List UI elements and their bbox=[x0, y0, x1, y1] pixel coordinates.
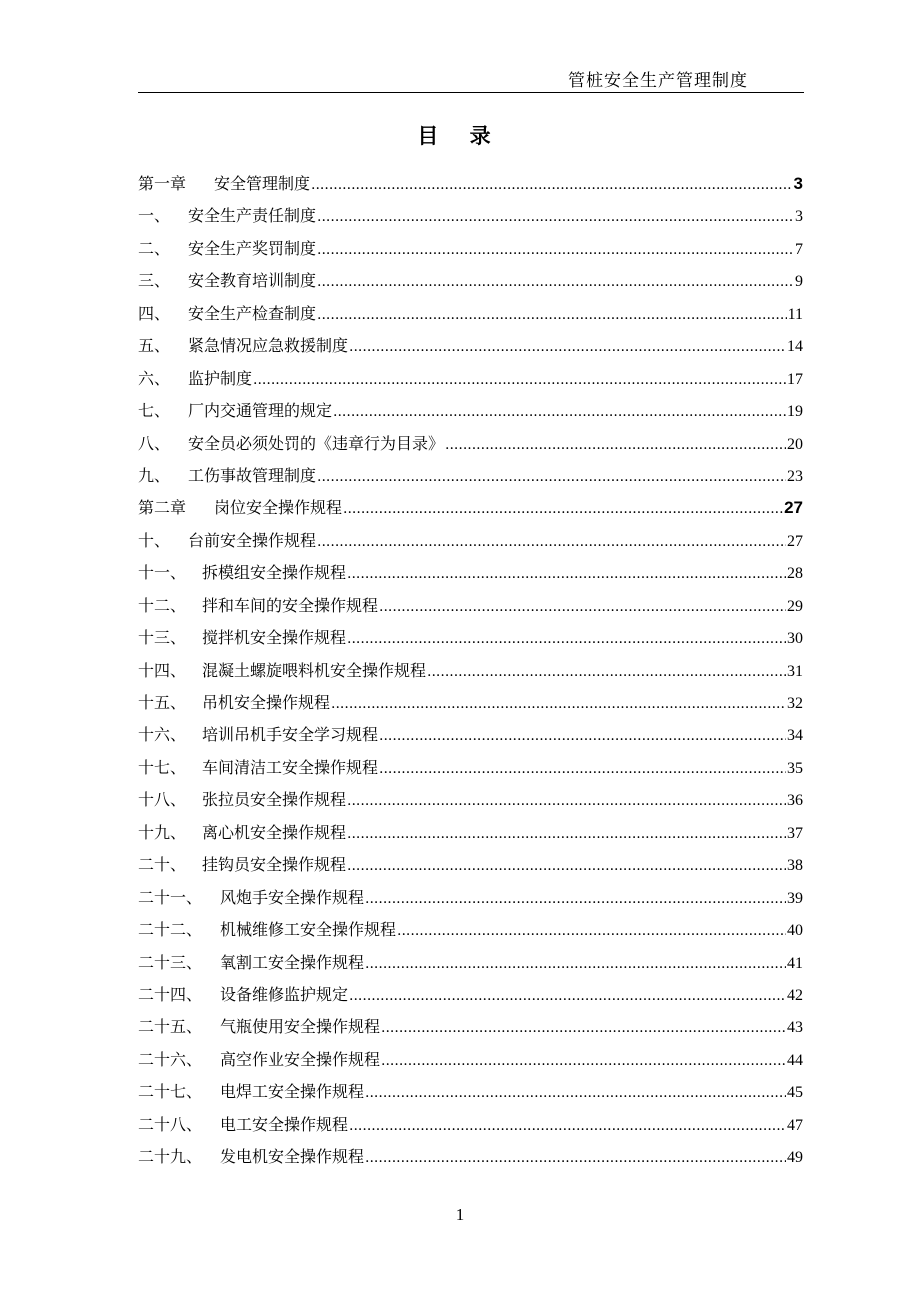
toc-leader-dots bbox=[343, 492, 783, 525]
toc-entry[interactable] bbox=[138, 265, 803, 297]
toc-entry-page: 37 bbox=[787, 824, 803, 842]
toc-entry-title: 拌和车间的安全操作规程 bbox=[202, 595, 379, 615]
toc-entry[interactable] bbox=[138, 330, 803, 362]
toc-entry-page: 14 bbox=[787, 338, 803, 356]
toc-entry-title: 安全管理制度 bbox=[214, 174, 311, 193]
toc-leader-dots bbox=[347, 622, 786, 655]
toc-entry-page: 38 bbox=[787, 857, 803, 875]
toc-leader-dots bbox=[379, 752, 786, 785]
toc-leader-dots bbox=[253, 363, 786, 396]
toc-entry-page: 47 bbox=[787, 1116, 803, 1134]
toc-leader-dots bbox=[317, 460, 786, 493]
toc-entry-page: 3 bbox=[793, 174, 803, 193]
toc-entry-number: 二十七、 bbox=[138, 1082, 203, 1102]
toc-entry-number: 二十九、 bbox=[138, 1147, 203, 1167]
toc-entry[interactable] bbox=[138, 979, 803, 1011]
toc-entry-title: 电工安全操作规程 bbox=[220, 1114, 349, 1134]
toc-entry-page: 27 bbox=[787, 532, 803, 550]
toc-entry-number: 十、 bbox=[138, 530, 171, 550]
toc-entry-number: 三、 bbox=[138, 271, 171, 291]
toc-leader-dots bbox=[349, 979, 786, 1012]
header-title: 管桩安全生产管理制度 bbox=[568, 71, 748, 91]
toc-leader-dots bbox=[365, 882, 786, 915]
toc-leader-dots bbox=[365, 947, 786, 980]
toc-entry-title: 岗位安全操作规程 bbox=[214, 498, 343, 518]
toc-entry-title: 吊机安全操作规程 bbox=[202, 693, 331, 712]
toc-entry[interactable] bbox=[138, 428, 803, 460]
toc-entry-title: 风炮手安全操作规程 bbox=[220, 887, 365, 907]
toc-entry-number: 二十、 bbox=[138, 855, 187, 875]
toc-entry-page: 30 bbox=[787, 630, 803, 648]
toc-entry-page: 41 bbox=[787, 954, 803, 972]
toc-entry-number: 九、 bbox=[138, 465, 171, 485]
toc-entry-page: 44 bbox=[787, 1051, 803, 1069]
toc-entry[interactable] bbox=[138, 947, 803, 979]
toc-entry-title: 拆模组安全操作规程 bbox=[202, 563, 347, 583]
toc-entry-number: 二十一、 bbox=[138, 887, 203, 907]
toc-entry[interactable] bbox=[138, 1011, 803, 1043]
toc-entry-title: 离心机安全操作规程 bbox=[202, 822, 347, 842]
toc-entry-title: 张拉员安全操作规程 bbox=[202, 790, 347, 810]
toc-leader-dots bbox=[331, 687, 786, 720]
toc-entry[interactable] bbox=[138, 590, 803, 622]
toc-entry-page: 27 bbox=[784, 498, 803, 518]
toc-leader-dots bbox=[347, 817, 786, 850]
toc-entry-page: 36 bbox=[787, 792, 803, 810]
toc-entry-number: 七、 bbox=[138, 401, 171, 421]
toc-chapter-entry[interactable] bbox=[138, 168, 803, 200]
toc-entry[interactable] bbox=[138, 363, 803, 395]
toc-entry-title: 安全生产检查制度 bbox=[188, 303, 317, 323]
toc-entry-page: 23 bbox=[787, 467, 803, 485]
toc-entry-number: 二十二、 bbox=[138, 920, 203, 940]
toc-chapter-entry[interactable] bbox=[138, 492, 803, 524]
toc-entry-page: 49 bbox=[787, 1149, 803, 1167]
toc-entry-title: 氧割工安全操作规程 bbox=[220, 952, 365, 972]
toc-leader-dots bbox=[445, 428, 786, 461]
toc-entry-page: 20 bbox=[787, 435, 803, 453]
toc-entry-number: 八、 bbox=[138, 433, 171, 453]
toc-entry[interactable] bbox=[138, 460, 803, 492]
toc-entry-number: 二十八、 bbox=[138, 1114, 203, 1134]
toc-leader-dots bbox=[317, 233, 794, 266]
toc-leader-dots bbox=[381, 1044, 786, 1077]
toc-entry-number: 第二章 bbox=[138, 498, 187, 518]
toc-entry-page: 34 bbox=[787, 727, 803, 745]
toc-entry[interactable] bbox=[138, 752, 803, 784]
toc-entry-number: 二十四、 bbox=[138, 984, 203, 1004]
toc-entry-number: 十三、 bbox=[138, 628, 187, 648]
toc-entry-page: 17 bbox=[787, 370, 803, 388]
toc-leader-dots bbox=[311, 168, 793, 201]
toc-entry-number: 十六、 bbox=[138, 725, 187, 745]
toc-entry[interactable] bbox=[138, 849, 803, 881]
toc-leader-dots bbox=[317, 200, 794, 233]
toc-entry[interactable] bbox=[138, 1109, 803, 1141]
toc-entry[interactable] bbox=[138, 622, 803, 654]
toc-leader-dots bbox=[347, 849, 786, 882]
toc-entry-title: 混凝土螺旋喂料机安全操作规程 bbox=[202, 660, 427, 680]
toc-entry-page: 31 bbox=[787, 662, 803, 680]
toc-entry[interactable] bbox=[138, 882, 803, 914]
toc-entry-number: 二、 bbox=[138, 238, 171, 258]
toc-entry[interactable] bbox=[138, 719, 803, 751]
toc-entry-page: 11 bbox=[787, 305, 803, 323]
toc-leader-dots bbox=[317, 265, 794, 298]
toc-entry-title: 培训吊机手安全学习规程 bbox=[202, 725, 379, 745]
toc-leader-dots bbox=[365, 1076, 786, 1109]
toc-entry-number: 十八、 bbox=[138, 790, 187, 810]
toc-entry-number: 二十三、 bbox=[138, 952, 203, 972]
table-of-contents bbox=[138, 168, 803, 1174]
toc-entry-title: 紧急情况应急救援制度 bbox=[188, 336, 349, 356]
toc-entry-title: 安全生产责任制度 bbox=[188, 206, 317, 226]
toc-entry-title: 挂钩员安全操作规程 bbox=[202, 855, 347, 875]
toc-leader-dots bbox=[347, 557, 786, 590]
toc-entry[interactable] bbox=[138, 233, 803, 265]
toc-entry-title: 安全员必须处罚的《违章行为目录》 bbox=[188, 433, 445, 453]
toc-entry[interactable] bbox=[138, 298, 803, 330]
toc-entry-title: 监护制度 bbox=[188, 368, 253, 388]
toc-entry-title: 厂内交通管理的规定 bbox=[188, 401, 333, 421]
toc-entry-page: 29 bbox=[787, 597, 803, 615]
toc-entry-number: 十七、 bbox=[138, 757, 187, 777]
page-header bbox=[138, 62, 804, 93]
toc-entry[interactable] bbox=[138, 784, 803, 816]
toc-entry-page: 40 bbox=[787, 922, 803, 940]
toc-entry-title: 高空作业安全操作规程 bbox=[220, 1049, 381, 1069]
toc-entry-title: 车间清洁工安全操作规程 bbox=[202, 757, 379, 777]
toc-entry-number: 二十六、 bbox=[138, 1049, 203, 1069]
page-number: 1 bbox=[455, 1205, 465, 1224]
toc-entry-page: 32 bbox=[787, 695, 803, 712]
toc-leader-dots bbox=[349, 1109, 786, 1142]
toc-entry-title: 电焊工安全操作规程 bbox=[220, 1082, 365, 1102]
toc-entry-page: 28 bbox=[787, 565, 803, 583]
toc-leader-dots bbox=[427, 655, 786, 688]
toc-leader-dots bbox=[347, 784, 786, 817]
toc-entry-page: 45 bbox=[787, 1084, 803, 1102]
toc-entry-page: 43 bbox=[787, 1019, 803, 1037]
toc-entry-title: 设备维修监护规定 bbox=[220, 984, 349, 1004]
toc-entry-page: 3 bbox=[795, 208, 803, 226]
toc-leader-dots bbox=[379, 590, 786, 623]
toc-entry-title: 工伤事故管理制度 bbox=[188, 465, 317, 485]
toc-entry-title: 安全生产奖罚制度 bbox=[188, 238, 317, 258]
toc-entry-title: 气瓶使用安全操作规程 bbox=[220, 1017, 381, 1037]
toc-entry-number: 四、 bbox=[138, 303, 171, 323]
toc-entry[interactable] bbox=[138, 655, 803, 687]
toc-leader-dots bbox=[317, 525, 786, 558]
toc-entry-title: 发电机安全操作规程 bbox=[220, 1147, 365, 1167]
toc-entry-page: 42 bbox=[787, 986, 803, 1004]
toc-entry[interactable] bbox=[138, 817, 803, 849]
toc-entry-number: 五、 bbox=[138, 336, 171, 356]
toc-entry-page: 7 bbox=[795, 240, 803, 258]
toc-entry[interactable] bbox=[138, 687, 803, 719]
toc-leader-dots bbox=[365, 1141, 786, 1174]
toc-leader-dots bbox=[317, 298, 787, 331]
toc-entry-page: 39 bbox=[787, 889, 803, 907]
toc-entry[interactable] bbox=[138, 395, 803, 427]
toc-entry-number: 六、 bbox=[138, 368, 171, 388]
toc-entry-number: 十九、 bbox=[138, 822, 187, 842]
toc-entry[interactable] bbox=[138, 1141, 803, 1173]
toc-entry-page: 19 bbox=[787, 403, 803, 421]
toc-entry-number: 十五、 bbox=[138, 693, 187, 712]
toc-entry[interactable] bbox=[138, 525, 803, 557]
toc-entry[interactable] bbox=[138, 557, 803, 589]
toc-entry[interactable] bbox=[138, 1076, 803, 1108]
toc-entry-number: 十四、 bbox=[138, 660, 187, 680]
toc-entry-number: 十二、 bbox=[138, 595, 187, 615]
toc-entry-title: 机械维修工安全操作规程 bbox=[220, 920, 397, 940]
toc-entry[interactable] bbox=[138, 1044, 803, 1076]
toc-entry[interactable] bbox=[138, 200, 803, 232]
toc-entry-title: 台前安全操作规程 bbox=[188, 530, 317, 550]
toc-entry-number: 一、 bbox=[138, 206, 171, 226]
toc-leader-dots bbox=[379, 719, 786, 752]
toc-leader-dots bbox=[349, 330, 786, 363]
toc-entry-page: 9 bbox=[795, 273, 803, 291]
toc-entry-number: 十一、 bbox=[138, 563, 187, 583]
toc-leader-dots bbox=[397, 914, 786, 947]
toc-entry-title: 搅拌机安全操作规程 bbox=[202, 628, 347, 648]
toc-leader-dots bbox=[333, 395, 786, 428]
toc-leader-dots bbox=[381, 1011, 786, 1044]
toc-entry-page: 35 bbox=[787, 759, 803, 777]
toc-entry-title: 安全教育培训制度 bbox=[188, 271, 317, 291]
page-title: 目 录 bbox=[417, 123, 503, 148]
toc-entry-number: 第一章 bbox=[138, 174, 187, 193]
toc-entry[interactable] bbox=[138, 914, 803, 946]
toc-entry-number: 二十五、 bbox=[138, 1017, 203, 1037]
